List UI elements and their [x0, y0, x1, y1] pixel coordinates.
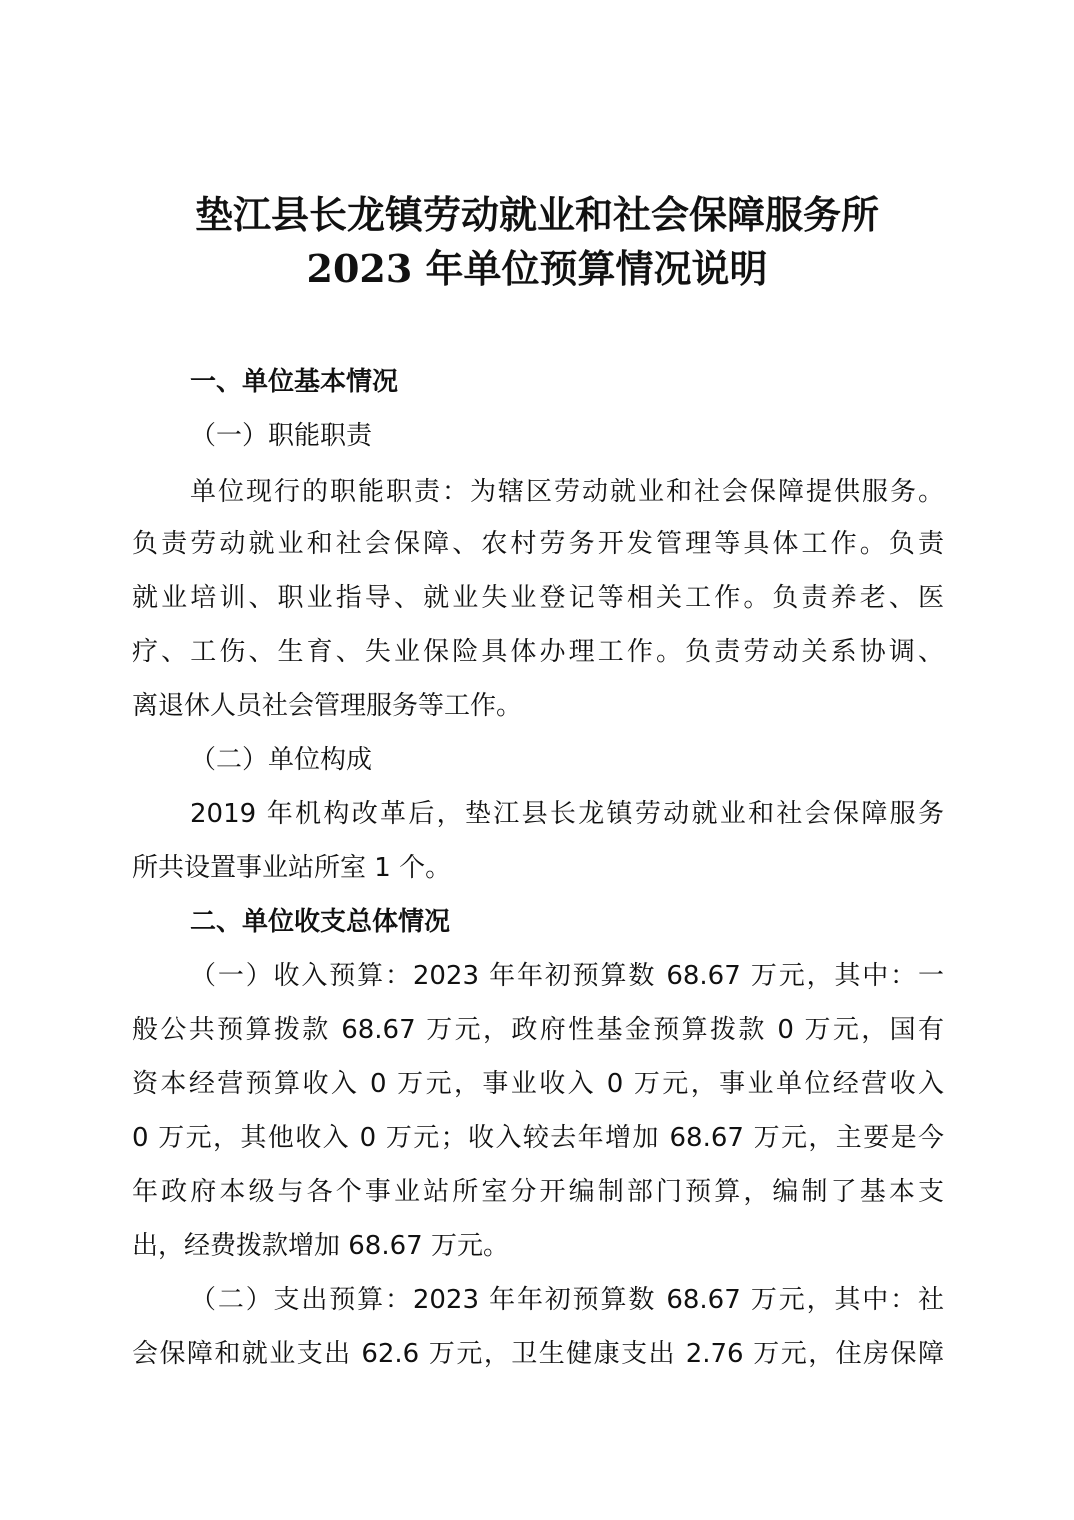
duties-paragraph-line: 负责劳动就业和社会保障、农村劳务开发管理等具体工作。负责 — [132, 529, 944, 559]
section2-heading: 二、单位收支总体情况 — [190, 907, 451, 937]
duties-paragraph-line: 就业培训、职业指导、就业失业登记等相关工作。负责养老、医 — [132, 583, 944, 613]
income-paragraph-line: 出，经费拨款增加 68.67 万元。 — [132, 1231, 509, 1261]
duties-paragraph-line: 疗、工伤、生育、失业保险具体办理工作。负责劳动关系协调、 — [132, 637, 944, 667]
expense-paragraph-line: （二）支出预算：2023 年年初预算数 68.67 万元，其中：社 — [190, 1285, 944, 1315]
expense-paragraph-line: 会保障和就业支出 62.6 万元，卫生健康支出 2.76 万元，住房保障 — [132, 1339, 944, 1369]
income-paragraph-line: 般公共预算拨款 68.67 万元，政府性基金预算拨款 0 万元，国有 — [132, 1015, 944, 1045]
section1-sub1-heading: （一）职能职责 — [190, 421, 373, 451]
composition-paragraph-line: 2019 年机构改革后，垫江县长龙镇劳动就业和社会保障服务 — [190, 799, 944, 829]
duties-paragraph-line: 离退休人员社会管理服务等工作。 — [132, 691, 523, 721]
income-paragraph-line: 0 万元，其他收入 0 万元；收入较去年增加 68.67 万元，主要是今 — [132, 1123, 944, 1153]
document-title-line1: 垫江县长龙镇劳动就业和社会保障服务所 — [194, 192, 879, 237]
section1-heading: 一、单位基本情况 — [190, 367, 399, 397]
composition-paragraph-line: 所共设置事业站所室 1 个。 — [132, 853, 452, 883]
income-paragraph-line: 年政府本级与各个事业站所室分开编制部门预算，编制了基本支 — [132, 1177, 944, 1207]
duties-paragraph-line: 单位现行的职能职责：为辖区劳动就业和社会保障提供服务。 — [190, 477, 944, 507]
document-title-line2: 2023 年单位预算情况说明 — [306, 246, 768, 291]
income-paragraph-line: （一）收入预算：2023 年年初预算数 68.67 万元，其中：一 — [190, 961, 944, 991]
income-paragraph-line: 资本经营预算收入 0 万元，事业收入 0 万元，事业单位经营收入 — [132, 1069, 944, 1099]
section1-sub2-heading: （二）单位构成 — [190, 745, 373, 775]
